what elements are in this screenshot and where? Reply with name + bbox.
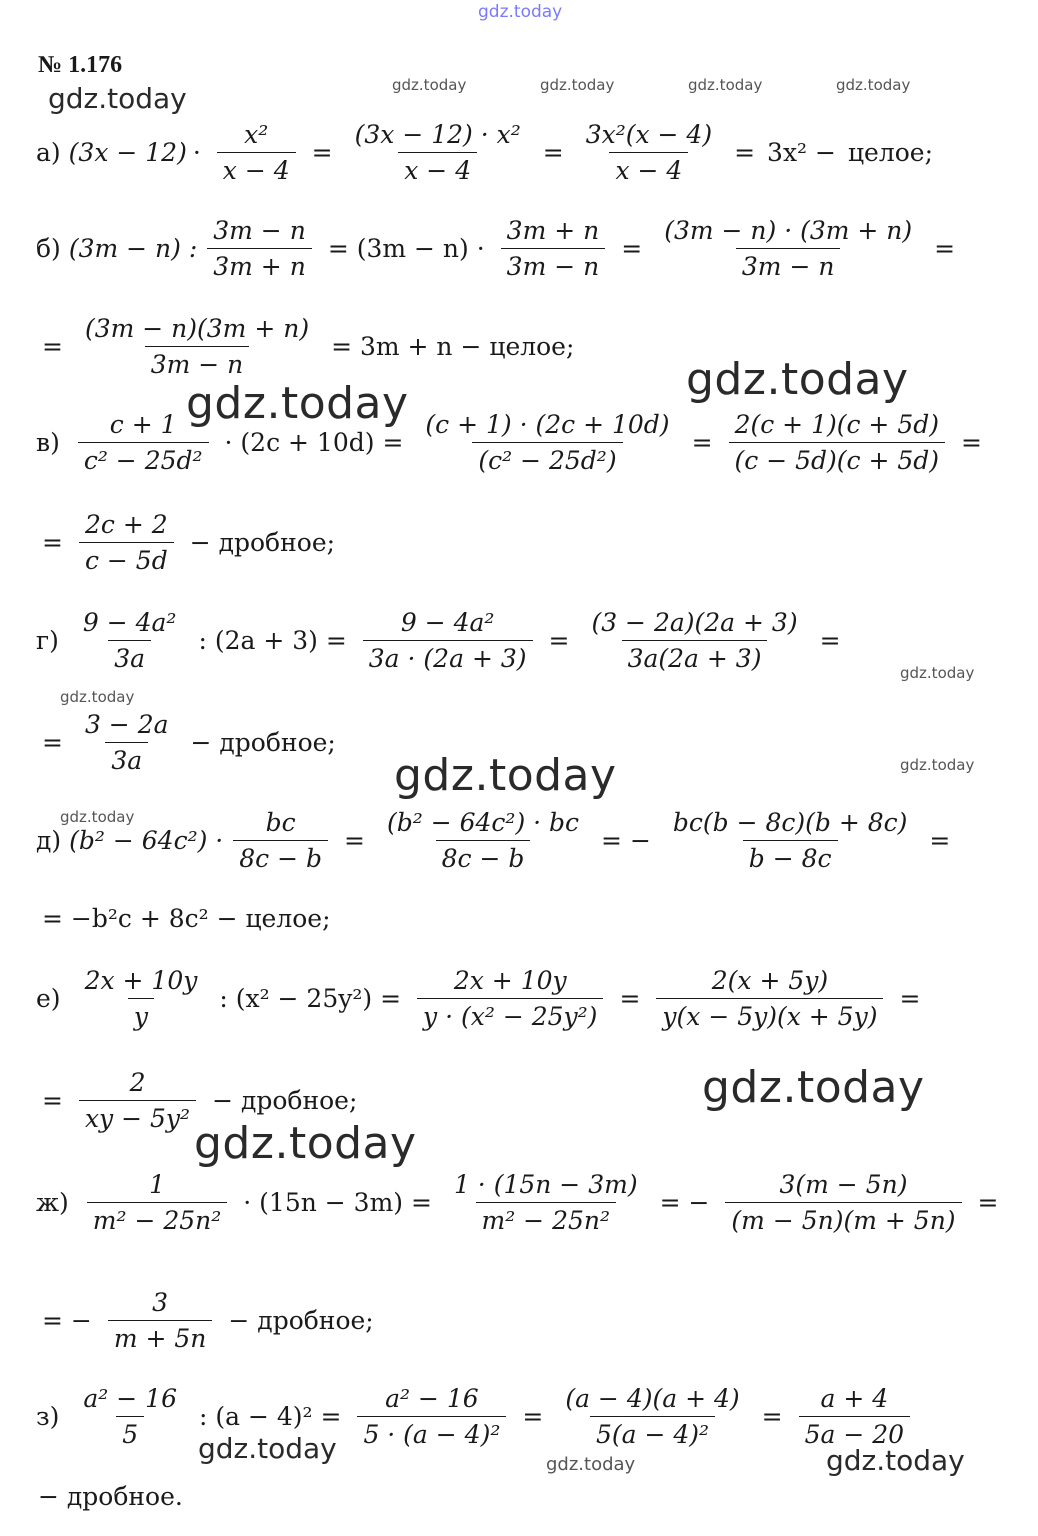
fraction: [77, 1384, 183, 1449]
numerator: bc: [265, 807, 296, 837]
denominator: x − 4: [609, 152, 688, 185]
numerator: a² − 16: [385, 1383, 479, 1413]
item-z-line2: − дробное.: [38, 1482, 183, 1511]
numerator: (c + 1) · (2c + 10d): [425, 409, 670, 439]
fraction: [585, 608, 803, 673]
fraction: [217, 120, 296, 185]
op: =: [42, 727, 63, 757]
watermark: gdz.today: [540, 76, 615, 94]
watermark: gdz.today: [686, 354, 909, 405]
item-label: в): [36, 427, 60, 457]
watermark: gdz.today: [826, 1444, 965, 1477]
numerator: 2x + 10y: [453, 965, 567, 995]
fraction: [79, 966, 204, 1031]
result: = −b²c + 8c² − целое;: [42, 903, 331, 933]
fraction: [87, 1170, 228, 1235]
op: = (3m − n) ·: [327, 233, 485, 263]
item-b: [36, 208, 961, 288]
watermark: gdz.today: [394, 750, 617, 801]
result: − дробное;: [190, 727, 336, 757]
denominator: 3a: [108, 640, 151, 673]
numerator: (a − 4)(a + 4): [565, 1383, 740, 1413]
item-g: [36, 600, 847, 680]
op: = −: [601, 825, 651, 855]
op: =: [929, 825, 951, 855]
denominator: 8c − b: [436, 840, 531, 873]
op: =: [899, 983, 921, 1013]
fraction: [77, 608, 183, 673]
denominator: 3m + n: [207, 248, 312, 281]
op: =: [691, 427, 713, 457]
expr: (b² − 64c²) ·: [69, 825, 224, 855]
fraction: [108, 1288, 213, 1353]
numerator: bc(b − 8c)(b + 8c): [672, 807, 908, 837]
item-v-line2: [36, 502, 341, 582]
numerator: 3 − 2a: [84, 709, 169, 739]
fraction: [357, 1384, 506, 1449]
item-zh: [36, 1162, 1005, 1242]
numerator: x²: [244, 119, 269, 149]
fraction: [207, 216, 312, 281]
fraction: [79, 510, 174, 575]
numerator: 1 · (15n − 3m): [453, 1169, 638, 1199]
numerator: 3(m − 5n): [779, 1169, 908, 1199]
denominator: b − 8c: [743, 840, 838, 873]
item-zh-line2: [36, 1280, 380, 1360]
op: =: [344, 825, 365, 855]
denominator: 3m − n: [501, 248, 606, 281]
expr: (3x − 12): [68, 137, 187, 167]
op: =: [761, 1401, 783, 1431]
op: · (15n − 3m) =: [243, 1187, 432, 1217]
watermark: gdz.today: [900, 756, 975, 774]
numerator: 3m + n: [506, 215, 600, 245]
denominator: 5: [116, 1416, 144, 1449]
op: =: [977, 1187, 999, 1217]
numerator: 3: [152, 1287, 169, 1317]
denominator: y(x − 5y)(x + 5y): [656, 998, 883, 1031]
fraction: [233, 808, 328, 873]
watermark: gdz.today: [60, 688, 135, 706]
denominator: 3m − n: [736, 248, 841, 281]
numerator: (3 − 2a)(2a + 3): [591, 607, 798, 637]
fraction: [559, 1384, 745, 1449]
item-v: [36, 402, 988, 482]
watermark: gdz.today: [900, 664, 975, 682]
fraction: [658, 216, 918, 281]
numerator: (3x − 12) · x²: [354, 119, 521, 149]
denominator: m² − 25n²: [87, 1202, 228, 1235]
item-e-line2: [36, 1060, 363, 1140]
numerator: 2(c + 1)(c + 5d): [734, 409, 939, 439]
fraction: [501, 216, 606, 281]
fraction: [725, 1170, 961, 1235]
numerator: 9 − 4a²: [82, 607, 177, 637]
item-label: ж): [36, 1187, 69, 1217]
watermark: gdz.today: [546, 1454, 636, 1475]
denominator: c² − 25d²: [78, 442, 209, 475]
fraction: [419, 410, 675, 475]
result: 3x² −: [767, 137, 836, 167]
denominator: m + 5n: [108, 1320, 213, 1353]
fraction: [78, 410, 209, 475]
denominator: xy − 5y²: [79, 1100, 196, 1133]
denominator: 3a(2a + 3): [622, 640, 768, 673]
numerator: (3m − n)(3m + n): [84, 313, 310, 343]
op: ·: [192, 137, 201, 167]
numerator: a² − 16: [83, 1383, 177, 1413]
item-label: з): [36, 1401, 60, 1431]
denominator: (m − 5n)(m + 5n): [725, 1202, 961, 1235]
op: =: [42, 1085, 63, 1115]
numerator: c + 1: [109, 409, 177, 439]
op: =: [311, 137, 333, 167]
op: =: [42, 331, 63, 361]
op: = −: [659, 1187, 710, 1217]
result: = 3m + n − целое;: [331, 331, 575, 361]
fraction: [79, 314, 315, 379]
denominator: (c − 5d)(c + 5d): [729, 442, 946, 475]
watermark: gdz.today: [48, 82, 187, 115]
denominator: 3m − n: [145, 346, 250, 379]
op: · (2c + 10d) =: [224, 427, 404, 457]
fraction: [667, 808, 914, 873]
fraction: [799, 1384, 910, 1449]
problem-number: № 1.176: [38, 52, 123, 78]
item-label: а): [36, 137, 61, 167]
denominator: y: [128, 998, 154, 1031]
numerator: 2: [129, 1067, 146, 1097]
fraction: [580, 120, 718, 185]
denominator: 5a − 20: [799, 1416, 910, 1449]
item-label: д): [36, 825, 62, 855]
op: =: [934, 233, 956, 263]
result: − дробное;: [189, 527, 336, 557]
denominator: x − 4: [217, 152, 296, 185]
watermark: gdz.today: [392, 76, 467, 94]
op: =: [42, 527, 63, 557]
denominator: 5(a − 4)²: [590, 1416, 715, 1449]
fraction: [448, 1170, 644, 1235]
fraction: [79, 710, 175, 775]
item-e: [36, 958, 926, 1038]
fraction: [381, 808, 585, 873]
numerator: 9 − 4a²: [400, 607, 495, 637]
op: : (x² − 25y²) =: [219, 983, 402, 1013]
item-label: е): [36, 983, 61, 1013]
fraction: [417, 966, 603, 1031]
denominator: (c² − 25d²): [472, 442, 622, 475]
numerator: 1: [149, 1169, 165, 1199]
item-d: [36, 800, 956, 880]
numerator: (b² − 64c²) · bc: [386, 807, 580, 837]
numerator: 2(x + 5y): [711, 965, 829, 995]
numerator: 3m − n: [213, 215, 306, 245]
op: =: [961, 427, 982, 457]
watermark: gdz.today: [702, 1062, 925, 1113]
watermark: gdz.today: [688, 76, 763, 94]
op: =: [548, 625, 570, 655]
denominator: 3a · (2a + 3): [363, 640, 533, 673]
item-a: [36, 112, 939, 192]
op: =: [819, 625, 841, 655]
op: = −: [42, 1305, 92, 1335]
op: : (a − 4)² =: [198, 1401, 342, 1431]
denominator: m² − 25n²: [476, 1202, 617, 1235]
item-d-line2: [36, 878, 337, 958]
watermark: gdz.today: [60, 808, 135, 826]
result-word: целое;: [847, 137, 933, 167]
fraction: [79, 1068, 196, 1133]
fraction: [656, 966, 883, 1031]
fraction: [349, 120, 527, 185]
watermark: gdz.today: [194, 1118, 417, 1169]
fraction: [363, 608, 533, 673]
expr: (3m − n) :: [68, 233, 198, 263]
watermark: gdz.today: [198, 1432, 337, 1465]
op: =: [542, 137, 564, 167]
denominator: 8c − b: [233, 840, 328, 873]
denominator: 3a: [105, 742, 148, 775]
numerator: 2c + 2: [85, 509, 168, 539]
result: − дробное;: [212, 1085, 358, 1115]
result: − дробное;: [228, 1305, 374, 1335]
numerator: a + 4: [820, 1383, 889, 1413]
item-b-line2: [36, 306, 580, 386]
denominator: c − 5d: [79, 542, 174, 575]
fraction: [729, 410, 946, 475]
op: =: [621, 233, 643, 263]
op: =: [522, 1401, 544, 1431]
item-label: г): [36, 625, 59, 655]
denominator: y · (x² − 25y²): [417, 998, 603, 1031]
op: =: [734, 137, 756, 167]
denominator: x − 4: [398, 152, 477, 185]
denominator: 5 · (a − 4)²: [357, 1416, 506, 1449]
item-label: б): [36, 233, 61, 263]
watermark-top: gdz.today: [478, 2, 563, 22]
op: =: [619, 983, 641, 1013]
op: : (2a + 3) =: [198, 625, 347, 655]
numerator: 2x + 10y: [84, 965, 198, 995]
watermark: gdz.today: [186, 378, 409, 429]
item-z: [36, 1376, 920, 1456]
item-g-line2: [36, 702, 342, 782]
numerator: (3m − n) · (3m + n): [664, 215, 913, 245]
numerator: 3x²(x − 4): [585, 119, 713, 149]
watermark: gdz.today: [836, 76, 911, 94]
